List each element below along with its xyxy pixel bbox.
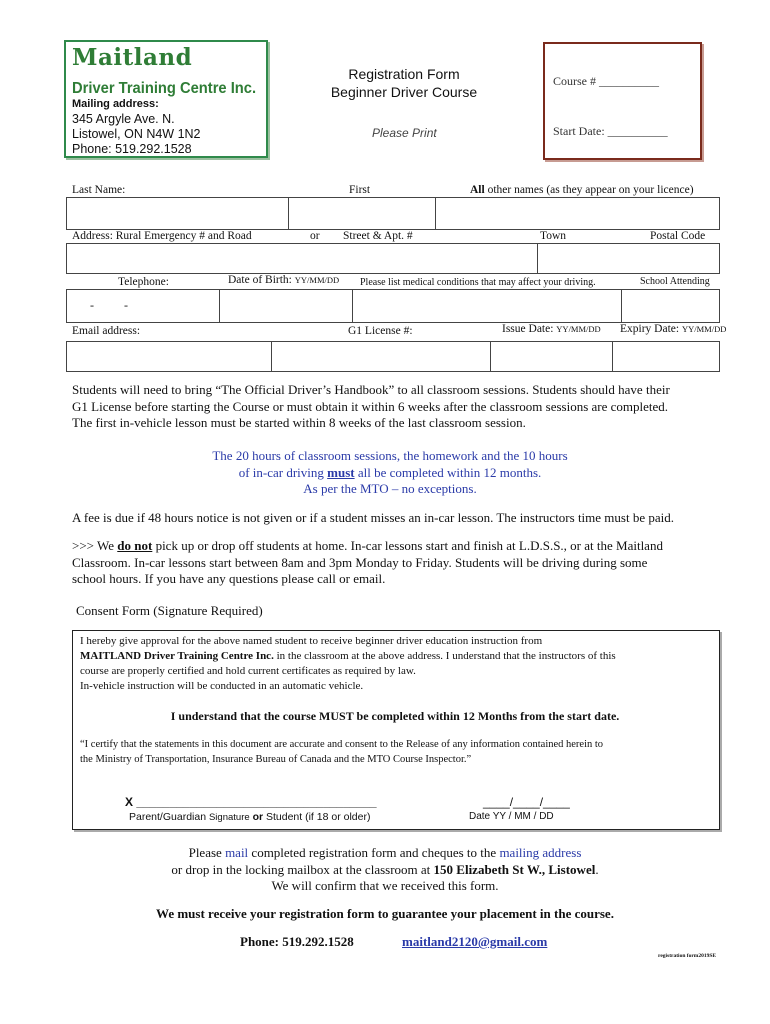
issue-date-input[interactable] bbox=[491, 342, 613, 371]
notice-line3: As per the MTO – no exceptions. bbox=[303, 481, 477, 496]
date-label: Date YY / MM / DD bbox=[469, 811, 554, 822]
form-title-line1: Registration Form bbox=[348, 66, 460, 82]
label-dob bbox=[228, 274, 339, 286]
mail-link[interactable]: mail bbox=[225, 845, 249, 860]
guarantee-notice: We must receive your registration form to guarantee your placement in the course. bbox=[156, 906, 614, 921]
pickup-line1 bbox=[72, 538, 732, 555]
medical-input[interactable] bbox=[353, 290, 622, 322]
pickup-line2: Classroom. In-car lessons start between 8am and 3pm Monday to Friday. Students will be driving during some bbox=[72, 554, 648, 570]
pickup-do-not: do not bbox=[117, 538, 153, 553]
label-or: or bbox=[310, 230, 320, 242]
drop-address: 150 Elizabeth St W., Listowel bbox=[433, 861, 596, 877]
notice-line1: The 20 hours of classroom sessions, the homework and the 10 hours bbox=[212, 448, 568, 463]
logo-phone: Phone: 519.292.1528 bbox=[72, 142, 192, 156]
other-names-input[interactable] bbox=[436, 198, 719, 229]
notice-line2 bbox=[50, 465, 730, 482]
label-issue-text: Issue Date: bbox=[502, 323, 554, 335]
last-name-input[interactable] bbox=[67, 198, 289, 229]
dob-input[interactable] bbox=[220, 290, 353, 322]
logo-subtitle: Driver Training Centre Inc. bbox=[72, 80, 257, 97]
label-issue bbox=[502, 323, 601, 335]
completion-notice bbox=[50, 448, 730, 498]
address-fields bbox=[66, 243, 720, 274]
postal-code-input[interactable] bbox=[538, 244, 719, 273]
label-g1: G1 License #: bbox=[348, 325, 413, 337]
expiry-date-input[interactable] bbox=[613, 342, 719, 371]
drop-c: . bbox=[595, 861, 599, 877]
pickup-c: pick up or drop off students at home. In-car lessons start and finish at L.D.S.S., or at the Maitland bbox=[152, 538, 663, 553]
pickup-a: >>> We bbox=[72, 538, 118, 553]
address-input[interactable] bbox=[67, 244, 538, 273]
handbook-line1: Students will need to bring “The Official Driver’s Handbook” to all classroom sessions. Students should have their bbox=[72, 382, 670, 397]
please-print: Please Print bbox=[372, 126, 437, 140]
label-all-bold: All bbox=[470, 184, 485, 196]
consent-heading: Consent Form (Signature Required) bbox=[76, 603, 263, 618]
footer-email-link[interactable]: maitland2120@gmail.com bbox=[402, 934, 548, 949]
consent-box bbox=[72, 630, 720, 830]
pickup-line3: school hours. If you have any questions please call or email. bbox=[72, 571, 386, 586]
license-fields bbox=[66, 341, 720, 372]
sig-parent: Parent/Guardian bbox=[129, 811, 209, 823]
mail-line2 bbox=[40, 862, 730, 879]
form-title-line2: Beginner Driver Course bbox=[330, 84, 478, 100]
label-last-name: Last Name: bbox=[72, 184, 126, 196]
email-input[interactable] bbox=[67, 342, 272, 371]
consent-must: I understand that the course MUST be completed within 12 Months from the start date. bbox=[170, 709, 620, 723]
consent-line1: I hereby give approval for the above named student to receive beginner driver education instruction from bbox=[80, 635, 543, 647]
address-line2: Listowel, ON N4W 1N2 bbox=[72, 127, 201, 141]
date-line[interactable]: ____/____/____ bbox=[483, 795, 570, 809]
course-number[interactable]: Course # __________ bbox=[553, 74, 659, 88]
notice-line2-a: of in-car driving bbox=[238, 464, 328, 480]
phone-dashes: - - bbox=[90, 298, 128, 312]
label-expiry-text: Expiry Date: bbox=[620, 323, 680, 335]
label-postal: Postal Code bbox=[650, 230, 706, 242]
label-expiry-format: YY/MM/DD bbox=[681, 324, 727, 334]
label-other-names bbox=[470, 184, 694, 196]
mail-please: Please bbox=[188, 845, 226, 860]
signature-line[interactable]: X ____________________________________ bbox=[125, 795, 377, 809]
label-first: First bbox=[349, 184, 371, 196]
mailing-label: Mailing address: bbox=[72, 98, 159, 110]
label-school: School Attending bbox=[640, 276, 710, 287]
first-name-input[interactable] bbox=[289, 198, 436, 229]
mail-completed: completed registration form and cheques to the bbox=[248, 845, 500, 860]
label-telephone: Telephone: bbox=[118, 276, 169, 288]
label-address: Address: Rural Emergency # and Road bbox=[72, 230, 252, 242]
address-line1: 345 Argyle Ave. N. bbox=[72, 112, 175, 126]
footer-phone: Phone: 519.292.1528 bbox=[240, 934, 354, 949]
label-medical: Please list medical conditions that may affect your driving. bbox=[360, 277, 596, 288]
label-dob-text: Date of Birth: bbox=[228, 274, 292, 286]
label-email: Email address: bbox=[72, 325, 141, 337]
consent-line2-rest: in the classroom at the above address. I understand that the instructors of this bbox=[273, 650, 616, 662]
label-expiry bbox=[620, 323, 726, 335]
start-date[interactable]: Start Date: __________ bbox=[553, 124, 668, 138]
consent-line4: In-vehicle instruction will be conducted in an automatic vehicle. bbox=[80, 680, 364, 692]
notice-line2-c: all be completed within 12 months. bbox=[354, 464, 542, 480]
handbook-line2: G1 License before starting the Course or must obtain it within 6 weeks after the classroom sessions are completed. bbox=[72, 398, 669, 414]
fee-paragraph: A fee is due if 48 hours notice is not given or if a student misses an in-car lesson. The instructors time must be paid. bbox=[72, 510, 674, 525]
label-other-names-text: other names (as they appear on your licence) bbox=[484, 184, 694, 196]
consent-line3: course are properly certified and hold current certificates as required by law. bbox=[80, 665, 416, 677]
pickup-paragraph bbox=[72, 538, 732, 588]
mail-line3: We will confirm that we received this form. bbox=[271, 878, 499, 893]
label-issue-format: YY/MM/DD bbox=[556, 324, 601, 334]
g1-license-input[interactable] bbox=[272, 342, 491, 371]
logo-name: Maitland bbox=[72, 44, 193, 71]
mail-instructions bbox=[40, 845, 730, 895]
phone-row-fields bbox=[66, 289, 720, 323]
handbook-line3: The first in-vehicle lesson must be started within 8 weeks of the last classroom session. bbox=[72, 415, 526, 430]
logo-box bbox=[64, 40, 268, 158]
consent-line2 bbox=[80, 649, 710, 664]
drop-a: or drop in the locking mailbox at the classroom at bbox=[171, 861, 434, 877]
label-dob-format: YY/MM/DD bbox=[294, 275, 340, 285]
handbook-paragraph bbox=[72, 382, 732, 432]
form-id: registration form2019SE bbox=[658, 953, 717, 959]
mailing-address-link[interactable]: mailing address bbox=[499, 845, 582, 860]
notice-must: must bbox=[327, 464, 355, 480]
mail-line1 bbox=[40, 845, 730, 862]
school-input[interactable] bbox=[622, 290, 719, 322]
sig-student: Student (if 18 or older) bbox=[265, 811, 371, 823]
signature-label bbox=[129, 811, 370, 823]
consent-company: MAITLAND Driver Training Centre Inc. bbox=[80, 650, 274, 662]
label-street: Street & Apt. # bbox=[343, 230, 413, 242]
sig-or: or bbox=[252, 811, 264, 823]
certify-line1: “I certify that the statements in this document are accurate and consent to the Release of any information contained herein to bbox=[80, 739, 604, 750]
name-fields bbox=[66, 197, 720, 230]
course-box bbox=[543, 42, 702, 160]
certify-line2: the Ministry of Transportation, Insurance Bureau of Canada and the MTO Course Inspector.” bbox=[80, 754, 472, 765]
label-town: Town bbox=[540, 230, 567, 242]
sig-signature: Signature bbox=[208, 812, 250, 823]
